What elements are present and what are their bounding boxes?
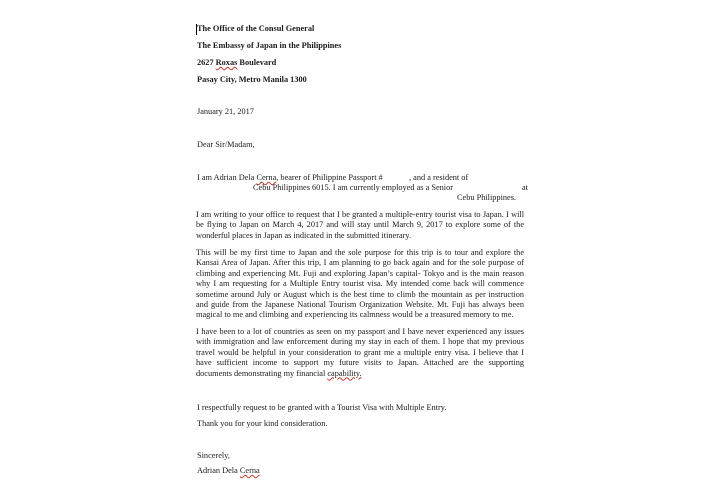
intro-surname: Cerna	[256, 173, 277, 182]
intro-text-d: Cebu Philippines 6015. I am currently employed as a Senior	[253, 183, 454, 192]
paragraph-purpose: This will be my first time to Japan and the sole purpose for this trip is to tour and explore the Kansai Area of Japan. After this trip, I am planning to go back again and for the sole purpose of climbing and experiencing Mt. Fuji and exploring Japan’s capital- Tokyo and is the main reason why I am requesting for a Multiple Entry tourist visa. My intended come back will commence sometime around July or August which is the best time to climb the mountain as per instruction and guide from the Japanese National Tourism Organization Website. Mt. Fuji has always been magical to me and climbing and experiencing its calmness would be a treasured memory to me.	[196, 248, 524, 320]
thanks-line: Thank you for your kind consideration.	[197, 419, 328, 428]
recipient-line-4: Pasay City, Metro Manila 1300	[197, 75, 307, 84]
capability-word: capability.	[327, 368, 362, 378]
intro-text-e: at	[522, 183, 528, 192]
salutation: Dear Sir/Madam,	[197, 140, 255, 149]
closing: Sincerely,	[197, 451, 230, 460]
intro-text-c: , and a resident of	[409, 173, 469, 182]
signature-first-name: Adrian Dela	[197, 466, 240, 475]
letter-date: January 21, 2017	[197, 107, 254, 116]
intro-text-f: Cebu Philippines.	[457, 193, 517, 202]
recipient-line-3	[197, 58, 276, 68]
recipient-line-2: The Embassy of Japan in the Philippines	[197, 41, 342, 50]
recipient-line-1: The Office of the Consul General	[197, 24, 315, 33]
paragraph-travel-history	[196, 327, 524, 379]
intro-text-b: , bearer of Philippine Passport #	[276, 173, 383, 182]
intro-text-a: I am Adrian Dela	[197, 173, 257, 182]
paragraph-travel-history-text: I have been to a lot of countries as seen on my passport and I have never experienced any issues with immigration and law enforcement during my stay in each of them. I hope that my previous travel would be helpful in your consideration to grant me a multiple entry visa. I believe that I have sufficient income to support my future visits to Japan. Attached are the supporting documents demonstrating my financial	[196, 327, 524, 378]
paragraph-travel-dates: I am writing to your office to request that I be granted a multiple-entry tourist visa to Japan. I will be flying to Japan on March 4, 2017 and will stay until March 9, 2017 to explore some of the wonderful places in Japan as indicated in the submitted itinerary.	[196, 210, 524, 240]
signature-surname: Cerna	[239, 466, 260, 475]
street-number: 2627	[197, 58, 216, 67]
street-name-misspelled: Roxas	[215, 58, 238, 67]
intro-line-1	[197, 173, 383, 183]
visa-request: I respectfully request to be granted with a Tourist Visa with Multiple Entry.	[197, 403, 447, 412]
signature	[197, 466, 260, 476]
street-suffix: Boulevard	[237, 58, 277, 67]
